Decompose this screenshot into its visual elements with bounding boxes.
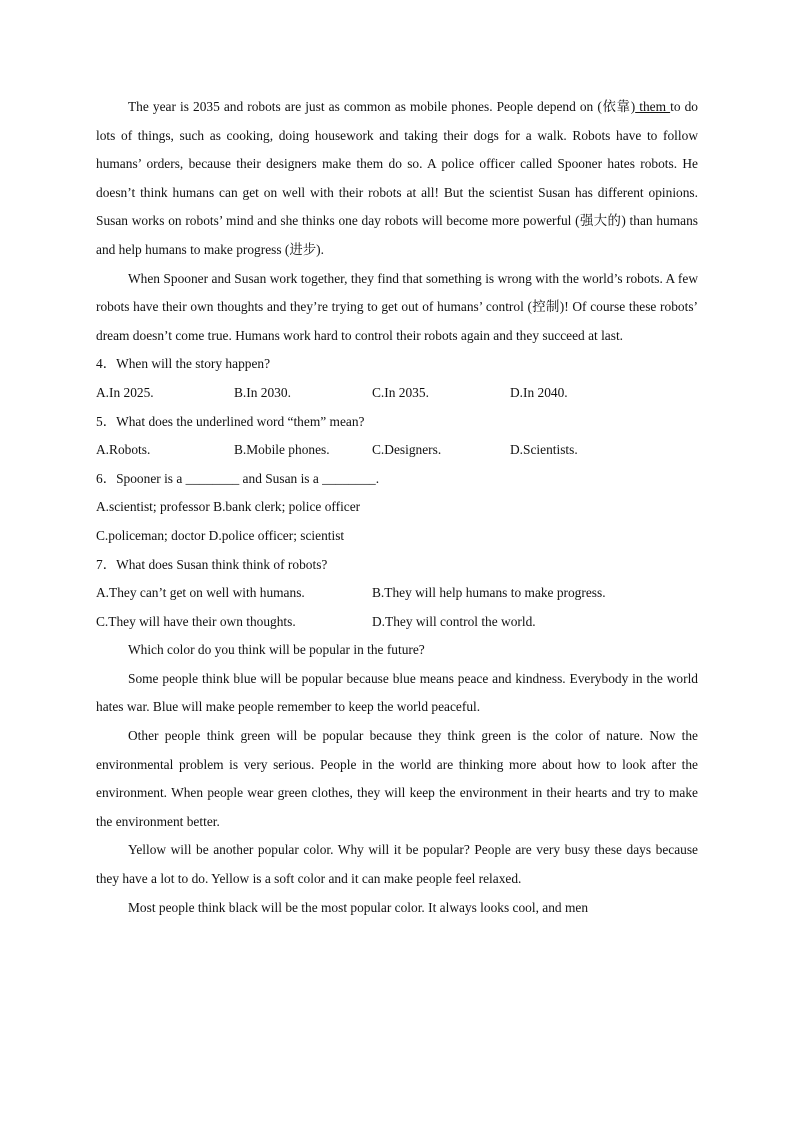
question-5-option-d: D.Scientists. — [510, 442, 578, 458]
question-7-option-c: C.They will have their own thoughts. — [96, 613, 296, 629]
question-6-stem: Spooner is a ________ and Susan is a ________. — [116, 470, 380, 486]
passage2-paragraph2: Some people think blue will be popular because blue means peace and kindness. Everybody in the world hates war. Blue will make people remember to keep the world peaceful. — [96, 670, 698, 715]
question-4-options — [96, 379, 698, 408]
question-5-stem: What does the underlined word “them” mean? — [116, 413, 365, 429]
question-5-options — [96, 436, 698, 465]
question-6-options-line2: C.policeman; doctor D.police officer; scientist — [96, 527, 345, 543]
question-4-option-a: A.In 2025. — [96, 384, 154, 400]
question-6-number: 6． — [96, 470, 117, 486]
passage1-p1-text-b: to do lots of things, such as cooking, doing housework and taking their dogs for a walk. Robots have to follow humans’ orders, because their designers make them do so. A police officer called Spooner hates robots. He doesn’t think humans can get on well with their robots at all! But the scientist Susan has different opinions. Susan works on robots’ mind and she thinks one day robots will become more powerful (强大的) than humans and help humans to make progress (进步). — [96, 99, 698, 257]
question-5-option-c: C.Designers. — [372, 442, 442, 458]
question-7-option-a: A.They can’t get on well with humans. — [96, 585, 305, 601]
question-4-stem: When will the story happen? — [116, 356, 271, 372]
question-6 — [96, 465, 698, 494]
underlined-word-them: them — [635, 99, 671, 114]
question-7-option-b: B.They will help humans to make progress. — [372, 585, 606, 601]
question-5-option-b: B.Mobile phones. — [234, 442, 330, 458]
question-7-stem: What does Susan think think of robots? — [116, 556, 328, 572]
passage2-paragraph3: Other people think green will be popular because they think green is the color of nature. Now the environmental problem is very serious. People in the world are thinking more about how to look after the environment. When people wear green clothes, they will keep the environment in their hearts and try to make the environment better. — [96, 728, 698, 829]
question-4-number: 4． — [96, 356, 117, 372]
question-7-option-d: D.They will control the world. — [372, 613, 536, 629]
question-7-options-row1 — [96, 579, 698, 608]
document-content — [96, 93, 698, 922]
question-4 — [96, 350, 698, 379]
question-7-options-row2 — [96, 608, 698, 637]
question-4-option-d: D.In 2040. — [510, 384, 568, 400]
passage2-paragraph1: Which color do you think will be popular in the future? — [128, 642, 425, 658]
passage2-paragraph4: Yellow will be another popular color. Why will it be popular? People are very busy these days because they have a lot to do. Yellow is a soft color and it can make people feel relaxed. — [96, 842, 698, 887]
passage2-paragraph5: Most people think black will be the most popular color. It always looks cool, and men — [128, 899, 589, 915]
passage1-paragraph1 — [96, 93, 698, 265]
question-4-option-b: B.In 2030. — [234, 384, 291, 400]
passage1-p1-text-a: The year is 2035 and robots are just as common as mobile phones. People depend on (依靠) — [128, 99, 636, 114]
question-7-number: 7． — [96, 556, 117, 572]
question-7 — [96, 551, 698, 580]
question-6-options-line1: A.scientist; professor B.bank clerk; police officer — [96, 499, 361, 515]
question-5-number: 5． — [96, 413, 117, 429]
question-5-option-a: A.Robots. — [96, 442, 151, 458]
question-5 — [96, 408, 698, 437]
question-4-option-c: C.In 2035. — [372, 384, 429, 400]
passage1-paragraph2: When Spooner and Susan work together, they find that something is wrong with the world’s robots. A few robots have their own thoughts and they’re trying to get out of humans’ control (控制)! Of course these robots’ dream doesn’t come true. Humans work hard to control their robots again and they succeed at last. — [96, 270, 698, 343]
